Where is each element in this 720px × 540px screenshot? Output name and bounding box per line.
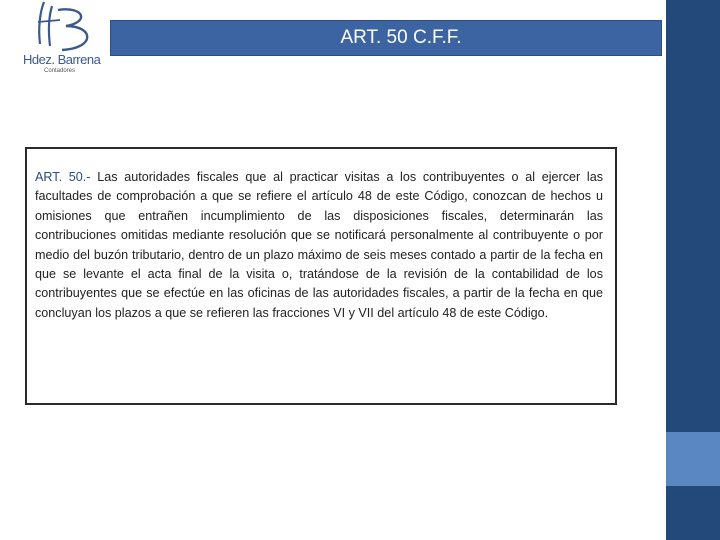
- article-paragraph: [35, 168, 603, 323]
- article-reference: ART. 50.-: [35, 170, 91, 184]
- right-decor-accent: [666, 432, 720, 486]
- logo-name: Hdez. Barrena: [23, 52, 101, 67]
- title-bar: [110, 20, 662, 56]
- logo-mark-icon: [18, 0, 110, 60]
- page-title: ART. 50 C.F.F.: [340, 27, 462, 48]
- logo-subtitle: Contadores: [44, 68, 76, 74]
- article-body: Las autoridades fiscales que al practicar visitas a los contribuyentes o al ejercer las facultades de comprobación a que se refiere el artículo 48 de este Código, conozcan de hechos u omisiones que entrañen incumplimiento de las disposiciones fiscales, determinarán las contribuciones omitidas mediante resolución que se notificará personalmente al contribuyente o por medio del buzón tributario, dentro de un plazo máximo de seis meses contado a partir de la fecha en que se levante el acta final de la visita o, tratándose de la revisión de la contabilidad de los contribuyentes que se efectúe en las oficinas de las autoridades fiscales, a partir de la fecha en que concluyan los plazos a que se refieren las fracciones VI y VII del artículo 48 de este Código.: [35, 170, 604, 320]
- article-box: [25, 147, 617, 405]
- company-logo: [18, 0, 110, 92]
